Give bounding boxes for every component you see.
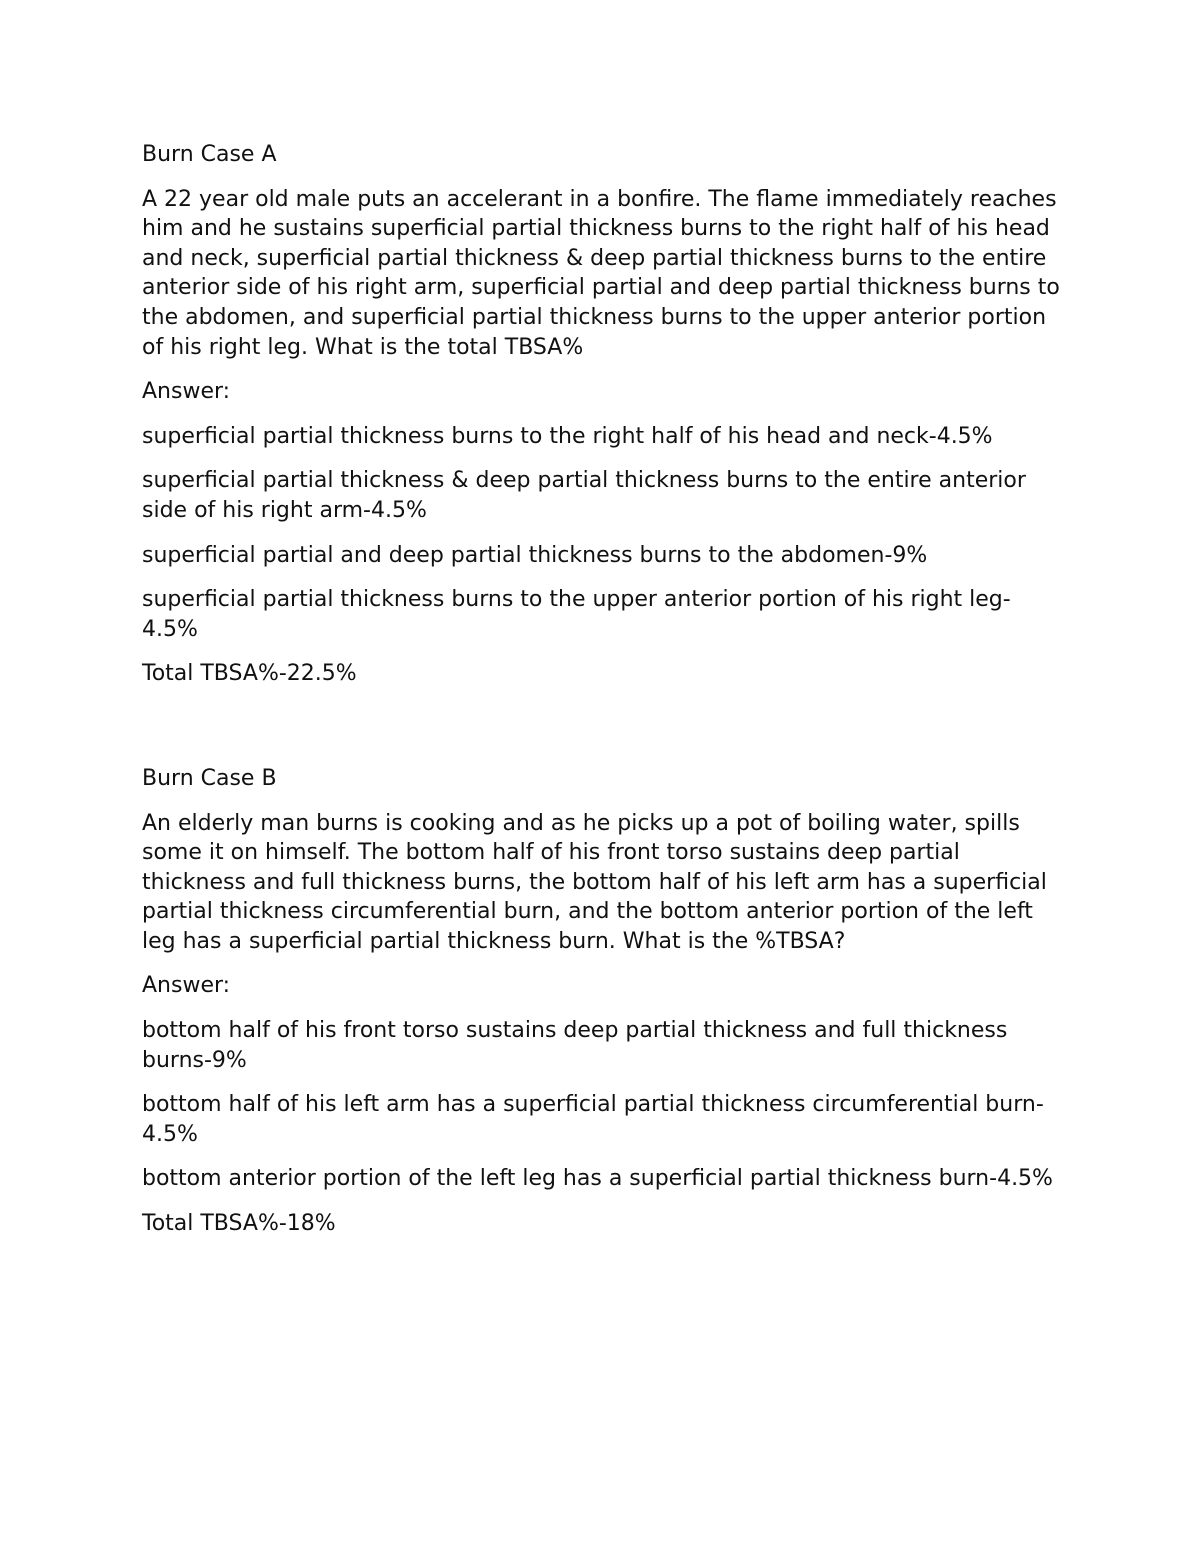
case-b-answer-label: Answer: [142, 973, 231, 999]
burn-case-a [142, 140, 1062, 689]
case-b-total: Total TBSA%-18% [142, 1211, 336, 1237]
case-a-answer-item: superficial partial thickness burns to the right half of his head and neck-4.5% [142, 423, 993, 449]
burn-case-b [142, 764, 1062, 1239]
case-a-question: A 22 year old male puts an accelerant in a bonfire. The flame immediately reaches him and he sustains superficial partial thickness burns to the right half of his head and neck, superficial partial thickness & deep partial thickness burns to the entire anterior side of his right arm, superficial partial and deep partial thickness burns to the abdomen, and superficial partial thickness burns to the upper anterior portion of his right leg. What is the total TBSA% [142, 186, 1060, 360]
case-a-answer-item: superficial partial thickness & deep partial thickness burns to the entire anterior side of his right arm-4.5% [142, 468, 1026, 523]
document-page [142, 140, 1062, 1254]
case-a-answer-item: superficial partial and deep partial thickness burns to the abdomen-9% [142, 542, 928, 568]
case-a-answer-item: superficial partial thickness burns to the upper anterior portion of his right leg-4.5% [142, 587, 1011, 642]
case-b-answer-item: bottom half of his left arm has a superficial partial thickness circumferential burn-4.5% [142, 1092, 1044, 1147]
case-b-answer-item: bottom anterior portion of the left leg has a superficial partial thickness burn-4.5% [142, 1166, 1053, 1192]
case-b-heading: Burn Case B [142, 765, 277, 791]
case-b-question: An elderly man burns is cooking and as he picks up a pot of boiling water, spills some it on himself. The bottom half of his front torso sustains deep partial thickness and full thickness burns, the bottom half of his left arm has a superficial partial thickness circumferential burn, and the bottom anterior portion of the left leg has a superficial partial thickness burn. What is the %TBSA? [142, 810, 1047, 954]
case-a-heading: Burn Case A [142, 142, 277, 167]
case-a-answer-label: Answer: [142, 379, 231, 405]
section-spacer [142, 704, 1062, 764]
case-a-total: Total TBSA%-22.5% [142, 661, 357, 687]
case-b-answer-item: bottom half of his front torso sustains deep partial thickness and full thickness burns-9% [142, 1018, 1008, 1073]
